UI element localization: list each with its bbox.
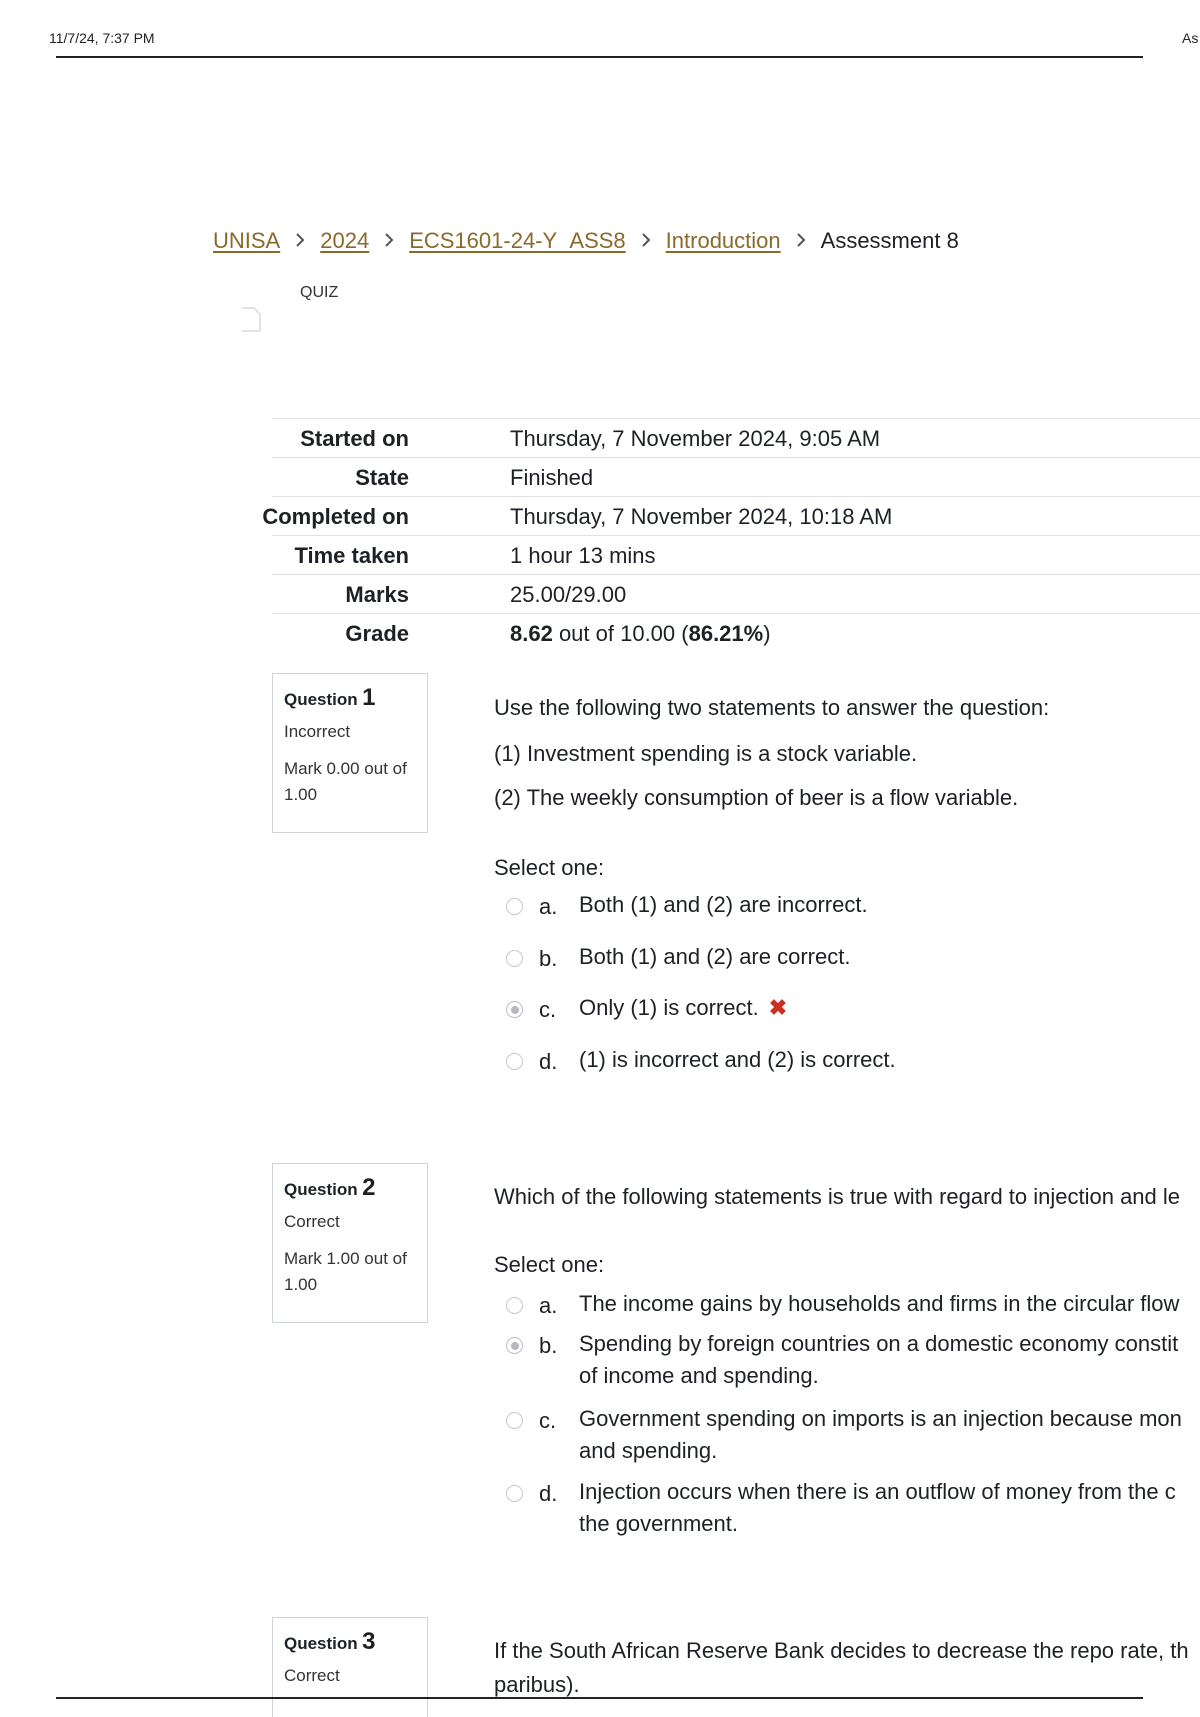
print-page-title: As	[1182, 30, 1199, 46]
chevron-right-icon	[795, 231, 807, 252]
radio-button-checked[interactable]	[506, 1337, 523, 1354]
summary-label: Grade	[345, 621, 409, 646]
option-letter: d.	[539, 1481, 558, 1506]
select-one-prompt: Select one:	[494, 1252, 605, 1277]
summary-label: Completed on	[262, 504, 409, 529]
question-state: Incorrect	[284, 722, 351, 741]
attempt-summary-table	[262, 418, 1200, 652]
question-state: Correct	[284, 1666, 340, 1685]
question-text: (2) The weekly consumption of beer is a flow variable.	[494, 785, 1019, 810]
breadcrumb-link-course[interactable]: ECS1601-24-Y_ASS8	[409, 228, 626, 253]
summary-value: Thursday, 7 November 2024, 9:05 AM	[510, 426, 881, 451]
question-info-box	[272, 1163, 428, 1323]
option-letter: c.	[539, 997, 557, 1022]
breadcrumb-current: Assessment 8	[820, 228, 959, 253]
option-line: The income gains by households and firms in the circular flow	[579, 1291, 1180, 1316]
question-text: Which of the following statements is true with regard to injection and le	[494, 1184, 1181, 1209]
option-line: Injection occurs when there is an outflow of money from the c	[579, 1479, 1176, 1504]
option-text	[579, 1403, 1182, 1467]
radio-button-checked[interactable]	[506, 1001, 523, 1018]
question-text: paribus).	[494, 1672, 580, 1697]
select-one-prompt: Select one:	[494, 855, 605, 880]
summary-label: Time taken	[294, 543, 409, 568]
summary-value: 25.00/29.00	[510, 582, 627, 607]
chevron-right-icon	[294, 231, 306, 252]
breadcrumb-link-unisa[interactable]: UNISA	[213, 228, 281, 253]
grade-close: )	[763, 621, 771, 646]
breadcrumb	[213, 228, 959, 254]
summary-label: State	[355, 465, 409, 490]
grade-out-of: out of 10.00 (	[552, 621, 689, 646]
summary-row-started-on	[272, 418, 1200, 457]
option-letter: b.	[539, 946, 558, 971]
summary-label: Started on	[300, 426, 409, 451]
option-letter: c.	[539, 1408, 557, 1433]
option-letter: a.	[539, 894, 558, 919]
activity-type-label: QUIZ	[300, 284, 339, 301]
grade-percent: 86.21%	[688, 621, 764, 646]
radio-button[interactable]	[506, 898, 523, 915]
header-divider	[56, 56, 1143, 58]
question-info-box	[272, 673, 428, 833]
grade-score: 8.62	[510, 621, 553, 646]
option-text: Both (1) and (2) are incorrect.	[579, 892, 868, 917]
question-mark: Mark 0.00 out of 1.00	[284, 759, 407, 804]
option-text-wrap	[579, 992, 787, 1024]
summary-value: 1 hour 13 mins	[510, 543, 656, 568]
option-letter: b.	[539, 1333, 558, 1358]
option-text	[579, 1328, 1178, 1392]
question-state: Correct	[284, 1212, 340, 1231]
option-text: Both (1) and (2) are correct.	[579, 944, 851, 969]
question-text: Use the following two statements to answer the question:	[494, 695, 1050, 720]
question-text: (1) Investment spending is a stock variable.	[494, 741, 918, 766]
summary-value	[510, 621, 771, 647]
chevron-right-icon	[383, 231, 395, 252]
summary-value: Thursday, 7 November 2024, 10:18 AM	[510, 504, 893, 529]
summary-row-marks	[272, 574, 1200, 613]
question-number: 3	[362, 1628, 376, 1655]
radio-button[interactable]	[506, 1297, 523, 1314]
question-label: Question	[284, 1180, 358, 1199]
option-line: Government spending on imports is an injection because mon	[579, 1406, 1182, 1431]
option-text: Only (1) is correct.	[579, 995, 759, 1020]
radio-button[interactable]	[506, 1053, 523, 1070]
radio-button[interactable]	[506, 1412, 523, 1429]
chevron-right-icon	[640, 231, 652, 252]
quiz-icon	[240, 305, 264, 333]
summary-row-completed-on	[262, 496, 1200, 535]
print-datetime: 11/7/24, 7:37 PM	[49, 30, 155, 46]
breadcrumb-link-introduction[interactable]: Introduction	[665, 228, 781, 253]
option-text	[579, 1476, 1176, 1540]
footer-divider	[56, 1697, 1143, 1699]
question-number: 2	[362, 1174, 376, 1201]
option-line: the government.	[579, 1511, 738, 1536]
option-letter: d.	[539, 1049, 558, 1074]
option-line: and spending.	[579, 1438, 718, 1463]
question-text: If the South African Reserve Bank decides to decrease the repo rate, th	[494, 1638, 1189, 1663]
summary-row-state	[272, 457, 1200, 496]
option-line: Spending by foreign countries on a domestic economy constit	[579, 1331, 1179, 1356]
option-text: (1) is incorrect and (2) is correct.	[579, 1047, 896, 1072]
option-letter: a.	[539, 1293, 558, 1318]
summary-row-grade	[272, 613, 1200, 652]
radio-button[interactable]	[506, 950, 523, 967]
question-number: 1	[362, 684, 376, 711]
question-mark: Mark 1.00 out of 1.00	[284, 1249, 407, 1294]
summary-value: Finished	[510, 465, 594, 490]
incorrect-x-icon: ✖	[768, 995, 788, 1020]
breadcrumb-link-2024[interactable]: 2024	[320, 228, 370, 253]
option-text	[579, 1288, 1179, 1320]
option-line: of income and spending.	[579, 1363, 819, 1388]
question-label: Question	[284, 690, 358, 709]
summary-row-time-taken	[272, 535, 1200, 574]
summary-label: Marks	[345, 582, 409, 607]
question-label: Question	[284, 1634, 358, 1653]
question-info-box	[272, 1617, 428, 1717]
radio-button[interactable]	[506, 1485, 523, 1502]
